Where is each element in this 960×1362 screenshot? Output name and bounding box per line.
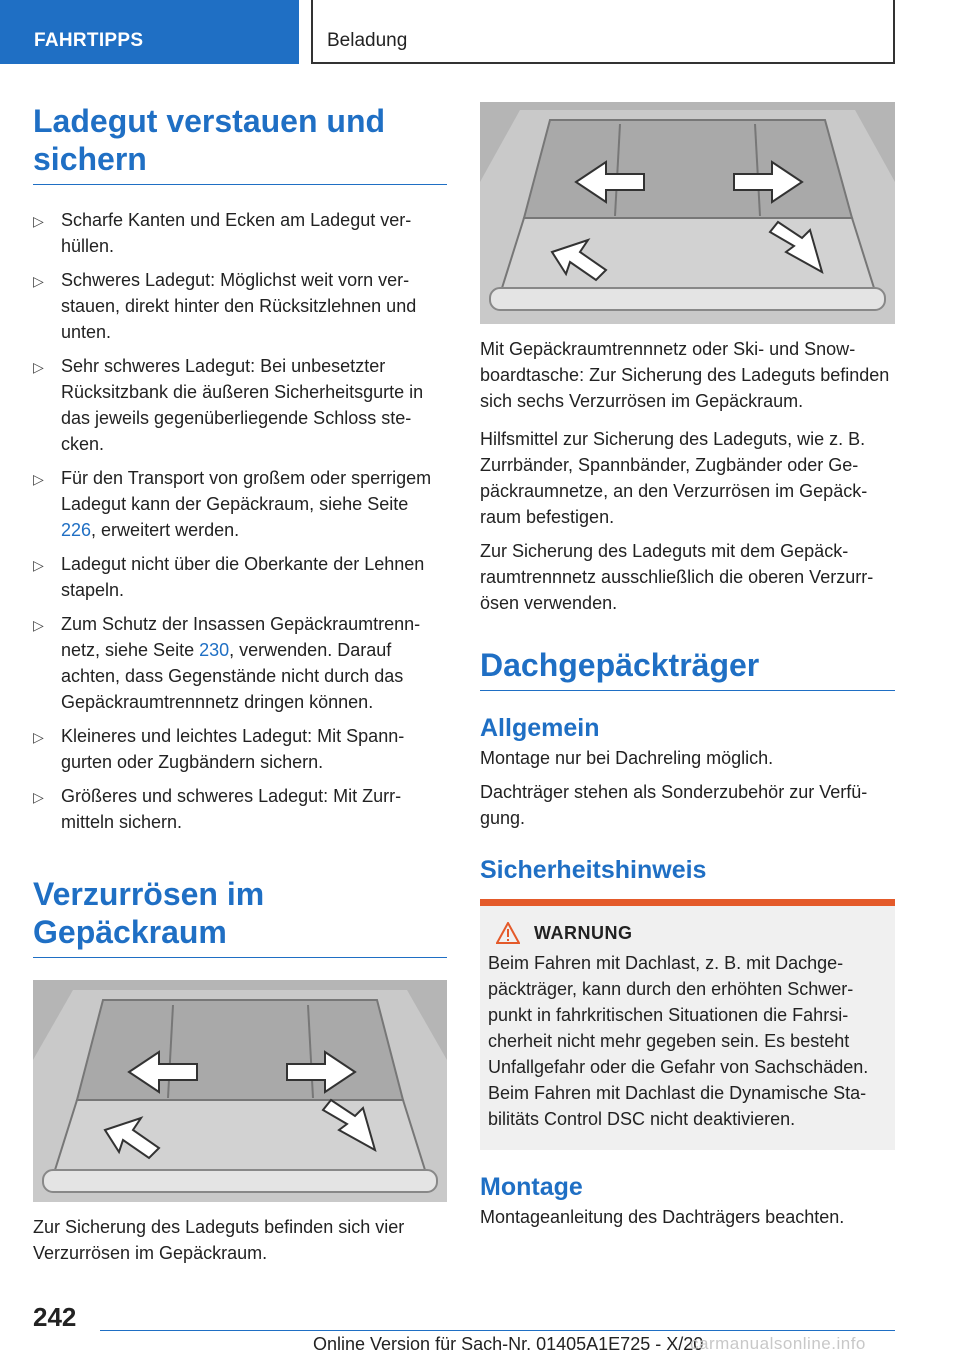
trunk-photo-four-eyelets	[33, 980, 447, 1202]
footer-divider	[100, 1330, 895, 1331]
list-item	[33, 207, 447, 259]
caption-four-eyelets: Zur Sicherung des Ladeguts befinden sich vier Verzurrösen im Gepäckraum.	[33, 1217, 405, 1263]
warning-triangle-icon	[496, 922, 520, 944]
mount-text: Montageanleitung des Dachträgers beachten.	[480, 1207, 845, 1227]
triangle-right-icon: ▷	[33, 359, 44, 375]
section-tab: FAHRTIPPS	[0, 0, 299, 64]
bullet-text-pre: Für den Transport von großem oder sperrigem Ladegut kann der Gepäckraum, siehe Seite	[61, 468, 432, 514]
warning-text: Beim Fahren mit Dachlast, z. B. mit Dachgepäckträger, kann durch den erhöhten Schwerpunkt in fahrkritischen Situationen die Fahrsicherheit nicht mehr gegeben sein. Es besteht Unfallgefahr oder die Gefahr von Sachschäden. Beim Fahren mit Dachlast die Dynamische Stabilitäts Control DSC nicht deaktivieren.	[488, 953, 869, 1129]
page-link-226[interactable]: 226	[61, 520, 92, 540]
left-column	[33, 102, 447, 1266]
trunk-photo-six-eyelets	[480, 102, 895, 324]
triangle-right-icon: ▷	[33, 273, 44, 289]
bullet-text: Scharfe Kanten und Ecken am Ladegut verhüllen.	[61, 210, 412, 256]
bullet-text-post: , verwenden. Darauf achten, dass Gegenstände nicht durch das Gepäckraumtrennnetz dringen können.	[61, 640, 404, 712]
subheading-sicherheitshinweis: Sicherheitshinweis	[480, 856, 707, 884]
triangle-right-icon: ▷	[33, 729, 44, 745]
triangle-right-icon: ▷	[33, 789, 44, 805]
watermark: carmanualsonline.info	[690, 1334, 866, 1353]
general-text-2: Dachträger stehen als Sonderzubehör zur Verfügung.	[480, 782, 868, 828]
page-number: 242	[33, 1302, 77, 1332]
triangle-right-icon: ▷	[33, 213, 44, 229]
triangle-right-icon: ▷	[33, 617, 44, 633]
bullet-text: Kleineres und leichtes Ladegut: Mit Spanngurten oder Zugbändern sichern.	[61, 726, 405, 772]
bullet-text: Größeres und schweres Ladegut: Mit Zurrmitteln sichern.	[61, 786, 402, 832]
bullet-text-pre: Zum Schutz der Insassen Gepäckraumtrennnetz, siehe Seite	[61, 614, 421, 660]
subheading-allgemein: Allgemein	[480, 714, 600, 742]
general-text-1: Montage nur bei Dachreling möglich.	[480, 748, 774, 768]
list-item	[33, 353, 447, 457]
warning-box	[480, 899, 895, 1150]
topic-title: Beladung	[311, 0, 895, 64]
bullet-text-post: , erweitert werden.	[91, 520, 240, 540]
list-item	[33, 783, 447, 835]
list-item	[33, 551, 447, 603]
right-column	[480, 102, 895, 1230]
warning-title: WARNUNG	[534, 922, 633, 943]
paragraph-aids: Hilfsmittel zur Sicherung des Ladeguts, wie z. B. Zurrbänder, Spannbänder, Zugbänder oder Gepäckraumnetze, an den Verzurrösen im Gepäckraum befestigen.	[480, 429, 868, 527]
list-item	[33, 723, 447, 775]
caption-six-eyelets: Mit Gepäckraumtrennnetz oder Ski- und Snowboardtasche: Zur Sicherung des Ladeguts befinden sich sechs Verzurrösen im Gepäckraum.	[480, 339, 890, 411]
heading-dachgepaecktraeger: Dachgepäckträger	[480, 646, 895, 691]
list-item	[33, 465, 447, 543]
footer-online-version: Online Version für Sach-Nr. 01405A1E725 - X/20	[313, 1334, 704, 1354]
bullet-text: Schweres Ladegut: Möglichst weit vorn verstauen, direkt hinter den Rücksitzlehnen und unten.	[61, 270, 417, 342]
subheading-montage: Montage	[480, 1173, 583, 1201]
bullet-list	[33, 207, 447, 835]
list-item	[33, 267, 447, 345]
bullet-text: Ladegut nicht über die Oberkante der Lehnen stapeln.	[61, 554, 425, 600]
page-link-230[interactable]: 230	[199, 640, 230, 660]
list-item	[33, 611, 447, 715]
paragraph-upper-eyelets: Zur Sicherung des Ladeguts mit dem Gepäckraumtrennnetz ausschließlich die oberen Verzurrösen verwenden.	[480, 541, 874, 613]
bullet-text: Sehr schweres Ladegut: Bei unbesetzter Rücksitzbank die äußeren Sicherheitsgurte in das jeweils gegenüberliegende Schloss stecken.	[61, 356, 424, 454]
heading-ladegut: Ladegut verstauen und sichern	[33, 102, 447, 185]
warning-header	[488, 922, 887, 944]
heading-verzurroesen: Verzurrösen im Gepäckraum	[33, 875, 447, 958]
triangle-right-icon: ▷	[33, 557, 44, 573]
triangle-right-icon: ▷	[33, 471, 44, 487]
